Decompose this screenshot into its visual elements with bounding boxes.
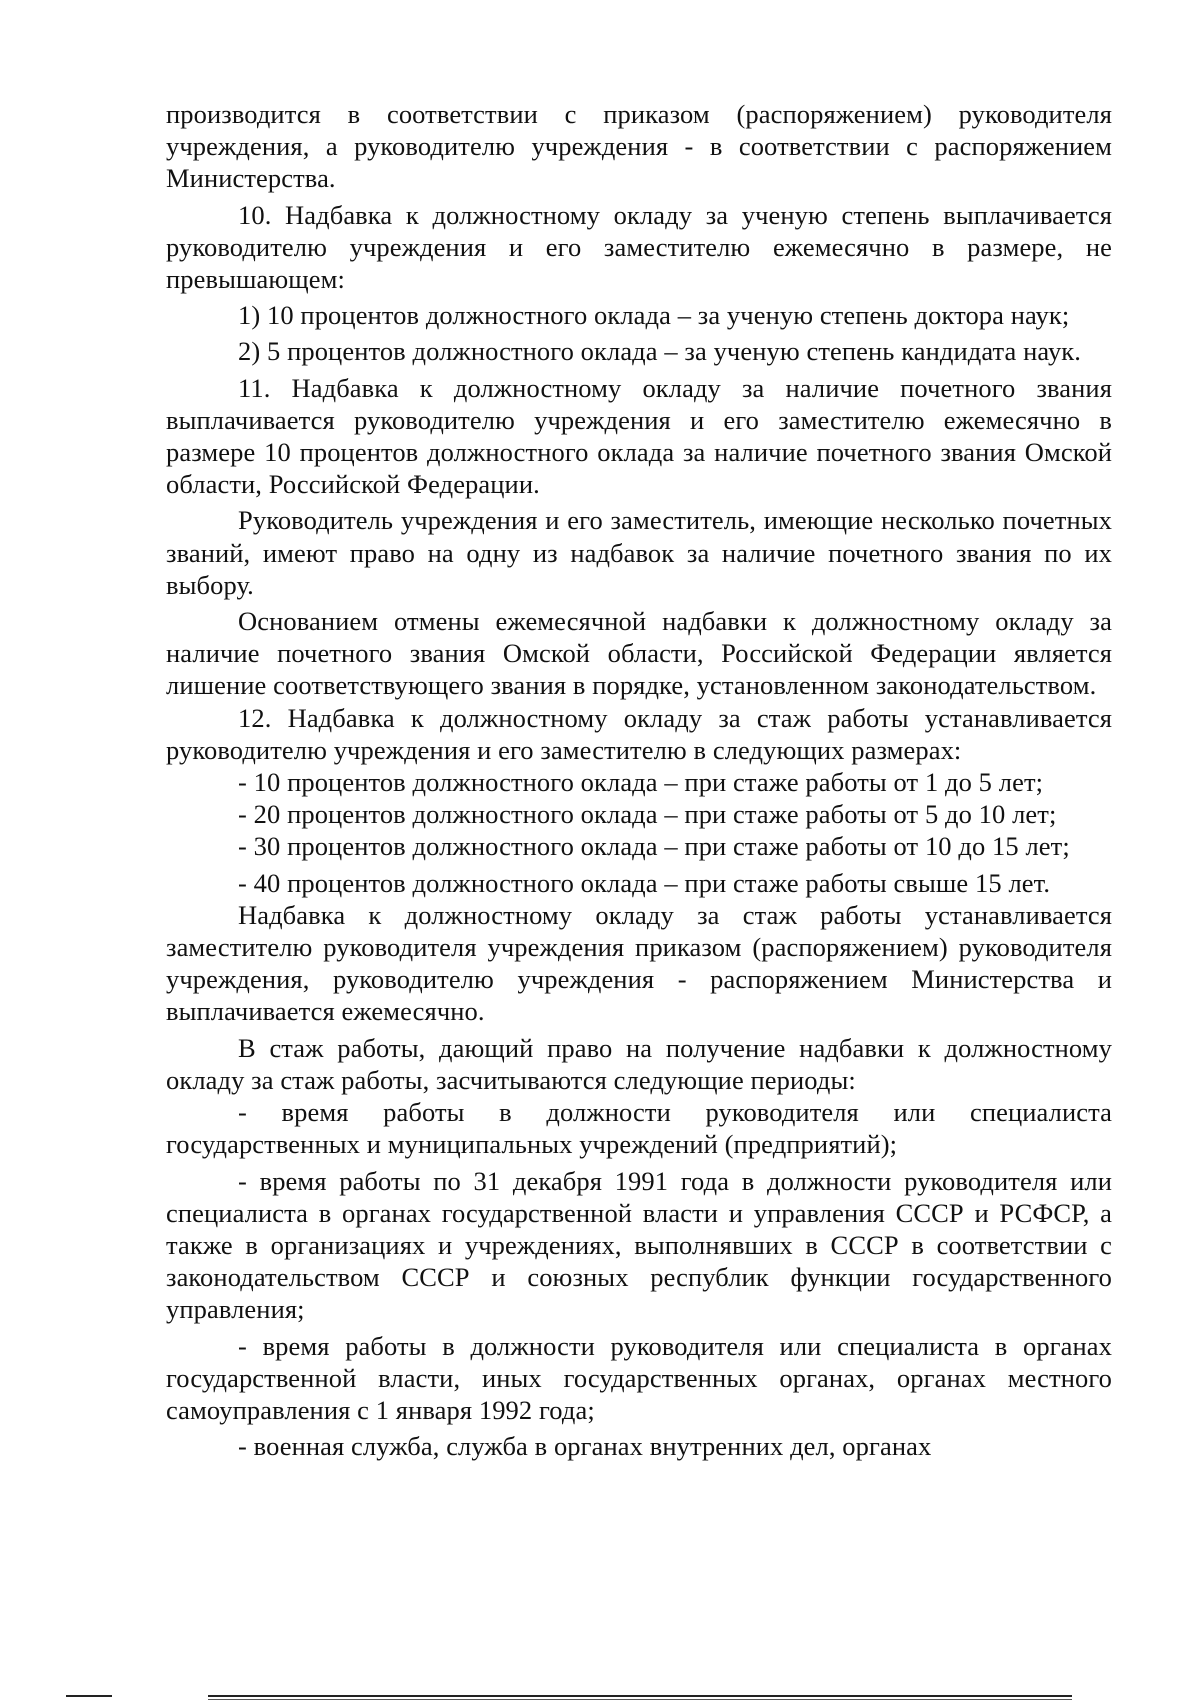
paragraph-cancellation: Основанием отмены ежемесячной надбавки к должностному окладу за наличие почетного звания Омской области, Российской Федерации является лишение соответствующего звания в порядке, установленном законодательством.	[166, 606, 1112, 701]
list-item-10-1: 1) 10 процентов должностного оклада – за ученую степень доктора наук;	[238, 300, 1070, 331]
list-item-12-b: - 20 процентов должностного оклада – при стаже работы от 5 до 10 лет;	[238, 799, 1057, 830]
list-item-12-c: - 30 процентов должностного оклада – при стаже работы от 10 до 15 лет;	[238, 831, 1070, 862]
paragraph-item-12: 12. Надбавка к должностному окладу за стаж работы устанавливается руководителю учреждения и его заместителю в следующих размерах:	[166, 702, 1112, 765]
paragraph-item-11: 11. Надбавка к должностному окладу за наличие почетного звания выплачивается руководителю учреждения и его заместителю ежемесячно в размере 10 процентов должностного оклада за наличие почетного звания Омской области, Российской Федерации.	[166, 372, 1112, 500]
list-item-10-2: 2) 5 процентов должностного оклада – за ученую степень кандидата наук.	[238, 336, 1081, 367]
list-item-period-d: - военная служба, служба в органах внутренних дел, органах	[238, 1431, 932, 1462]
list-item-period-b: - время работы по 31 декабря 1991 года в должности руководителя или специалиста в органах государственной власти и управления СССР и РСФСР, а также в организациях и учреждениях, выполнявших в СССР в соответствии с законодательством СССР и союзных республик функции государственного управления;	[166, 1165, 1112, 1325]
paragraph-seniority-periods: В стаж работы, дающий право на получение надбавки к должностному окладу за стаж работы, засчитываются следующие периоды:	[166, 1032, 1112, 1095]
list-item-period-a: - время работы в должности руководителя или специалиста государственных и муниципальных учреждений (предприятий);	[166, 1097, 1112, 1160]
list-item-12-d: - 40 процентов должностного оклада – при стаже работы свыше 15 лет.	[238, 867, 1051, 898]
footer-divider	[208, 1695, 1072, 1697]
list-item-period-c: - время работы в должности руководителя или специалиста в органах государственной власти, иных государственных органах, органах местного самоуправления с 1 января 1992 года;	[166, 1330, 1112, 1425]
paragraph-seniority-order: Надбавка к должностному окладу за стаж работы устанавливается заместителю руководителя учреждения приказом (распоряжением) руководителя учреждения, руководителю учреждения - распоряжением Министерства и выплачивается ежемесячно.	[166, 899, 1112, 1027]
footer-divider-left	[66, 1695, 112, 1697]
list-item-12-a: - 10 процентов должностного оклада – при стаже работы от 1 до 5 лет;	[238, 767, 1044, 798]
paragraph-item-10: 10. Надбавка к должностному окладу за ученую степень выплачивается руководителю учреждения и его заместителю ежемесячно в размере, не превышающем:	[166, 199, 1112, 295]
paragraph-multiple-titles: Руководитель учреждения и его заместитель, имеющие несколько почетных званий, имеют право на одну из надбавок за наличие почетного звания по их выбору.	[166, 505, 1112, 600]
paragraph-continuation: производится в соответствии с приказом (распоряжением) руководителя учреждения, а руководителю учреждения - в соответствии с распоряжением Министерства.	[166, 99, 1112, 194]
footer-divider-shadow	[208, 1699, 1072, 1700]
document-page	[166, 98, 1112, 1462]
